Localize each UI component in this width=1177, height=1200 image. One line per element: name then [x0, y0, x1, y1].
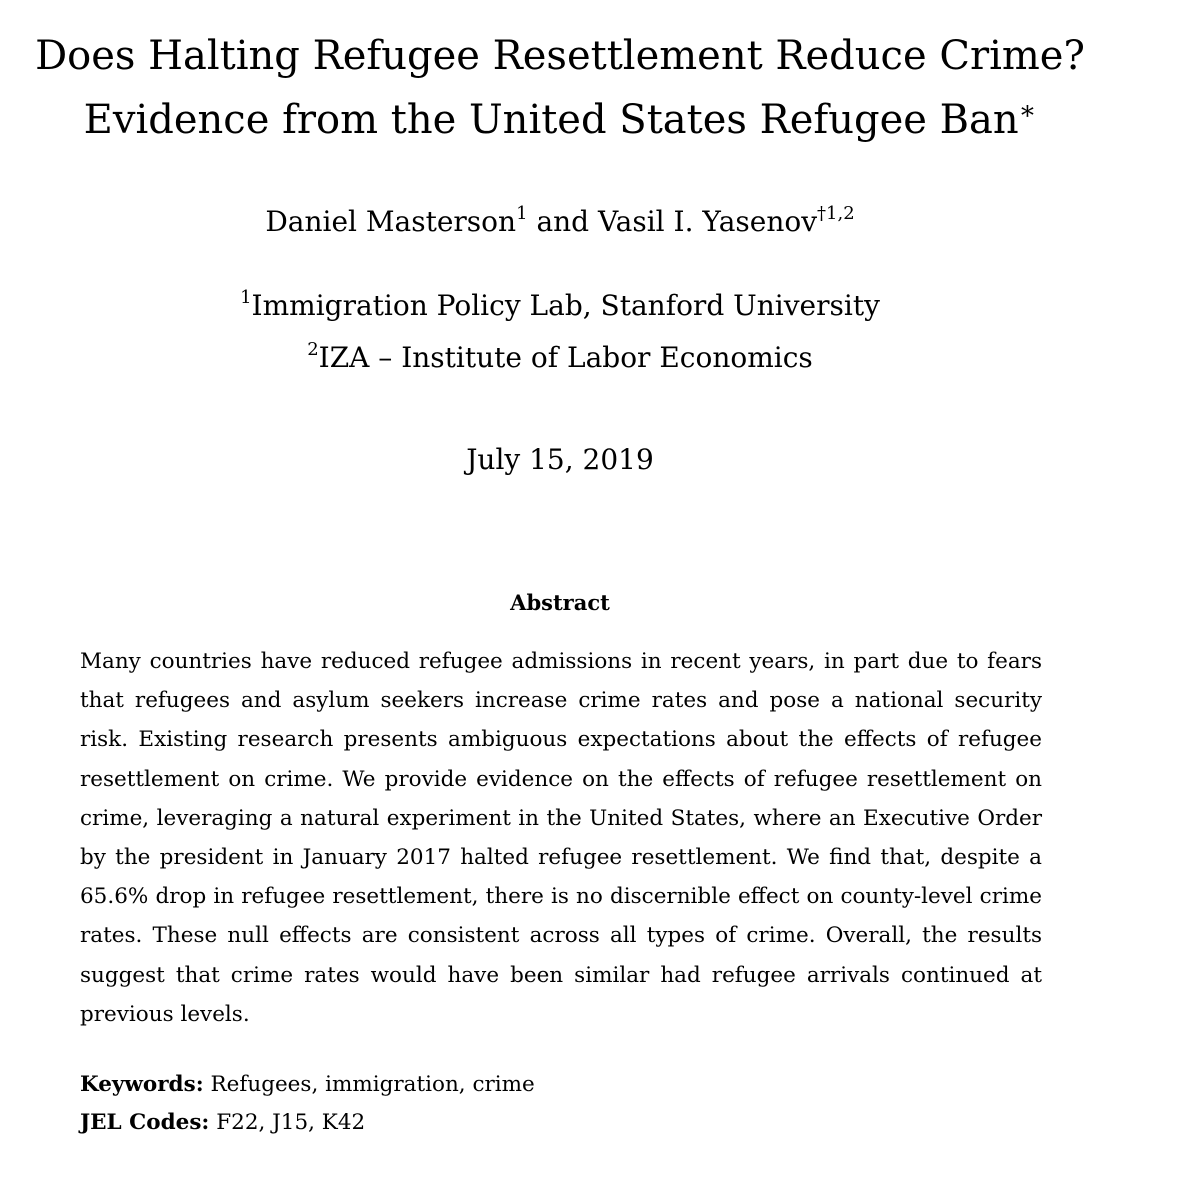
jel-codes-label: JEL Codes: — [80, 1110, 210, 1135]
keywords-line — [80, 1070, 535, 1100]
author-affiliation-mark: †1,2 — [817, 203, 855, 224]
affiliation-1 — [0, 286, 1120, 326]
title-line-2-text: Evidence from the United States Refugee Ban — [83, 97, 1019, 143]
title-footnote-mark: ∗ — [1018, 96, 1037, 126]
title-line-2 — [0, 88, 1120, 152]
author-connector: and — [536, 205, 590, 238]
keywords-label: Keywords: — [80, 1072, 204, 1097]
jel-codes-line — [80, 1108, 365, 1138]
affiliation-mark: 1 — [240, 287, 252, 308]
publication-date: July 15, 2019 — [466, 443, 654, 476]
paper-title — [0, 24, 1120, 152]
affiliation-text: IZA – Institute of Labor Economics — [318, 341, 813, 374]
author-list — [0, 202, 1120, 242]
jel-codes-value: F22, J15, K42 — [216, 1110, 366, 1135]
keywords-value: Refugees, immigration, crime — [210, 1072, 535, 1097]
abstract-heading: Abstract — [510, 590, 610, 615]
abstract-body: Many countries have reduced refugee admissions in recent years, in part due to fears that refugees and asylum seekers increase crime rates and pose a national security risk. Existing research presents ambiguous expectations about the effects of refugee resettlement on crime. We provide evidence on the effects of refugee resettlement on crime, leveraging a natural experiment in the United States, where an Executive Order by the president in January 2017 halted refugee resettlement. We find that, despite a 65.6% drop in refugee resettlement, there is no discernible effect on county-level crime rates. These null effects are consistent across all types of crime. Overall, the results suggest that crime rates would have been similar had refugee arrivals continued at previous levels. — [80, 649, 1042, 1027]
author-name: Vasil I. Yasenov — [598, 205, 818, 238]
affiliation-text: Immigration Policy Lab, Stanford University — [251, 289, 880, 322]
title-line-1: Does Halting Refugee Resettlement Reduce Crime? — [35, 33, 1085, 79]
author-name: Daniel Masterson — [265, 205, 517, 238]
affiliation-2 — [0, 338, 1120, 378]
affiliation-mark: 2 — [307, 339, 319, 360]
author-affiliation-mark: 1 — [516, 203, 528, 224]
